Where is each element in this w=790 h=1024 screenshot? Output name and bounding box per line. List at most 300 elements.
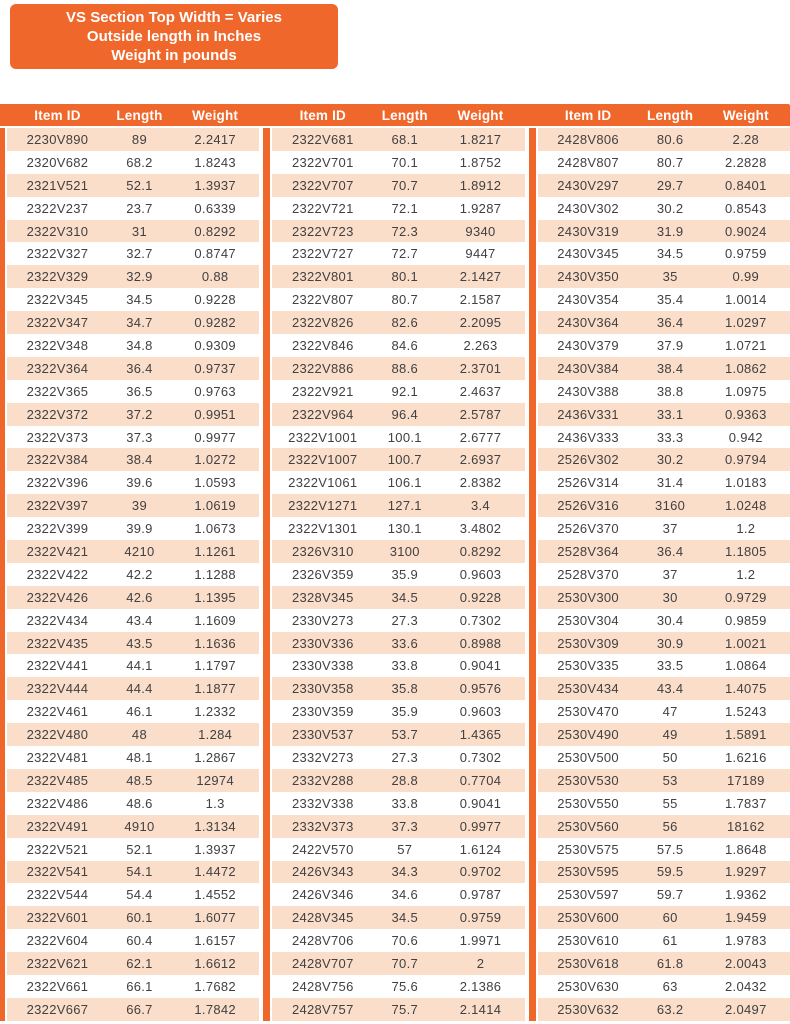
table-row xyxy=(7,815,259,838)
group-divider xyxy=(259,104,272,126)
item-id-cell: 2332V373 xyxy=(291,818,354,834)
item-id-cell: 2322V491 xyxy=(26,818,89,834)
item-id-cell: 2322V807 xyxy=(291,292,354,308)
length-cell: 30 xyxy=(662,589,678,605)
weight-cell: 0.942 xyxy=(728,429,763,445)
table-row xyxy=(538,769,790,792)
item-id-cell: 2322V481 xyxy=(26,749,89,765)
weight-cell: 2.8382 xyxy=(459,475,502,491)
weight-cell: 1.3937 xyxy=(194,177,236,193)
item-id-cell: 2322V721 xyxy=(291,200,354,216)
table-row xyxy=(7,311,259,334)
column-header-item-id: Item ID xyxy=(299,107,346,123)
table-row xyxy=(7,723,259,746)
weight-cell: 0.9759 xyxy=(459,910,502,926)
table-row xyxy=(7,265,259,288)
length-cell: 61 xyxy=(662,933,678,949)
item-id-cell: 2322V364 xyxy=(26,360,89,376)
table-row xyxy=(272,883,524,906)
weight-cell: 12974 xyxy=(196,772,234,788)
weight-cell: 9340 xyxy=(465,223,496,239)
item-id-cell: 2322V601 xyxy=(26,910,89,926)
table-row xyxy=(272,838,524,861)
item-id-cell: 2526V370 xyxy=(557,521,619,537)
length-cell: 42.2 xyxy=(126,566,153,582)
item-id-cell: 2326V359 xyxy=(291,566,354,582)
table-row xyxy=(7,151,259,174)
item-id-cell: 2426V346 xyxy=(291,887,354,903)
length-cell: 75.7 xyxy=(391,1001,419,1017)
length-cell: 33.5 xyxy=(656,658,684,674)
weight-cell: 2.0432 xyxy=(725,978,767,994)
item-id-cell: 2330V273 xyxy=(291,612,354,628)
group-divider xyxy=(525,104,538,126)
weight-cell: 1.2332 xyxy=(194,704,236,720)
length-cell: 35.4 xyxy=(656,292,684,308)
length-cell: 62.1 xyxy=(126,956,153,971)
table-row xyxy=(538,906,790,929)
group-divider xyxy=(525,128,538,1021)
table-row xyxy=(7,677,259,700)
weight-cell: 0.8747 xyxy=(194,246,236,262)
item-id-cell: 2428V806 xyxy=(557,131,619,147)
length-cell: 33.1 xyxy=(656,406,684,422)
length-cell: 46.1 xyxy=(126,704,153,720)
length-cell: 59.7 xyxy=(656,887,684,903)
table-row xyxy=(538,815,790,838)
banner-line-3: Weight in pounds xyxy=(111,47,237,64)
length-cell: 53 xyxy=(662,772,678,788)
table-row xyxy=(272,311,524,334)
weight-cell: 2.1386 xyxy=(459,978,502,994)
length-cell: 27.3 xyxy=(391,749,419,765)
table-row xyxy=(7,769,259,792)
item-id-cell: 2430V319 xyxy=(557,223,619,239)
left-edge-strip xyxy=(0,104,7,126)
table-row xyxy=(538,563,790,586)
table-row xyxy=(538,838,790,861)
length-cell: 37.3 xyxy=(391,818,419,834)
item-id-cell: 2330V359 xyxy=(291,704,354,720)
weight-cell: 1.5243 xyxy=(725,704,767,720)
weight-cell: 0.9759 xyxy=(725,246,767,262)
table-row xyxy=(538,128,790,151)
table-group-3 xyxy=(538,128,790,1021)
weight-cell: 1.1395 xyxy=(194,589,236,605)
item-id-cell: 2528V364 xyxy=(557,543,619,559)
length-cell: 61.8 xyxy=(656,956,684,971)
item-id-cell: 2530V630 xyxy=(557,978,619,994)
weight-cell: 0.9603 xyxy=(459,704,502,720)
weight-cell: 1.0593 xyxy=(194,475,236,491)
item-id-cell: 2322V396 xyxy=(26,475,89,491)
length-cell: 106.1 xyxy=(387,475,422,491)
length-cell: 89 xyxy=(131,131,147,147)
length-cell: 35 xyxy=(662,269,678,285)
table-row xyxy=(7,334,259,357)
weight-cell: 1.1609 xyxy=(194,612,236,628)
weight-cell: 0.9763 xyxy=(194,383,236,399)
weight-cell: 0.9041 xyxy=(459,795,502,811)
table-row xyxy=(7,380,259,403)
length-cell: 80.6 xyxy=(656,131,684,147)
table-row xyxy=(272,380,524,403)
length-cell: 31 xyxy=(131,223,147,239)
weight-cell: 1.8752 xyxy=(459,154,502,170)
table-row xyxy=(7,975,259,998)
length-cell: 36.5 xyxy=(126,383,153,399)
weight-cell: 1.4365 xyxy=(459,727,502,743)
length-cell: 4210 xyxy=(124,543,155,559)
weight-cell: 1.9287 xyxy=(459,200,502,216)
table-row xyxy=(7,128,259,151)
table-row xyxy=(7,288,259,311)
table-row xyxy=(272,998,524,1021)
length-cell: 36.4 xyxy=(656,315,684,331)
table-row xyxy=(538,288,790,311)
column-header-item-id: Item ID xyxy=(34,107,81,123)
item-id-cell: 2530V309 xyxy=(557,635,619,651)
item-id-cell: 2530V500 xyxy=(557,749,619,765)
table-row xyxy=(7,838,259,861)
weight-cell: 1.6612 xyxy=(194,956,236,971)
table-row xyxy=(7,563,259,586)
weight-cell: 0.8292 xyxy=(194,223,236,239)
item-id-cell: 2322V444 xyxy=(26,681,89,697)
table-row xyxy=(272,632,524,655)
item-id-cell: 2322V348 xyxy=(26,337,89,353)
table-row xyxy=(7,426,259,449)
length-cell: 68.1 xyxy=(391,131,419,147)
length-cell: 31.4 xyxy=(656,475,684,491)
table-row xyxy=(272,586,524,609)
weight-cell: 1.0272 xyxy=(194,452,236,468)
item-id-cell: 2530V595 xyxy=(557,864,619,880)
table-row xyxy=(272,906,524,929)
table-row xyxy=(538,861,790,884)
length-cell: 38.8 xyxy=(656,383,684,399)
item-id-cell: 2428V756 xyxy=(291,978,354,994)
item-id-cell: 2530V490 xyxy=(557,727,619,743)
item-id-cell: 2320V682 xyxy=(26,154,89,170)
item-id-cell: 2322V541 xyxy=(26,864,89,880)
table-row xyxy=(7,448,259,471)
item-id-cell: 2322V1007 xyxy=(288,452,358,468)
item-id-cell: 2332V273 xyxy=(291,749,354,765)
item-id-cell: 2322V921 xyxy=(291,383,354,399)
table-row xyxy=(272,609,524,632)
item-id-cell: 2530V618 xyxy=(557,956,619,971)
weight-cell: 1.3 xyxy=(205,795,225,811)
weight-cell: 0.9951 xyxy=(194,406,236,422)
table-row xyxy=(272,792,524,815)
weight-cell: 0.9228 xyxy=(194,292,236,308)
weight-cell: 1.4075 xyxy=(725,681,767,697)
length-cell: 28.8 xyxy=(391,772,419,788)
length-cell: 30.2 xyxy=(656,200,684,216)
item-id-cell: 2322V707 xyxy=(291,177,354,193)
weight-cell: 2.0043 xyxy=(725,956,767,971)
item-id-cell: 2530V304 xyxy=(557,612,619,628)
length-cell: 59.5 xyxy=(656,864,684,880)
length-cell: 29.7 xyxy=(656,177,684,193)
weight-cell: 3.4 xyxy=(470,498,490,514)
length-cell: 54.1 xyxy=(126,864,153,880)
weight-cell: 1.3134 xyxy=(194,818,236,834)
length-cell: 72.3 xyxy=(391,223,419,239)
length-cell: 57.5 xyxy=(656,841,684,857)
weight-cell: 1.4472 xyxy=(194,864,236,880)
weight-cell: 0.7302 xyxy=(459,749,502,765)
length-cell: 92.1 xyxy=(391,383,419,399)
item-id-cell: 2322V310 xyxy=(26,223,89,239)
table-row xyxy=(538,334,790,357)
item-id-cell: 2530V530 xyxy=(557,772,619,788)
table-row xyxy=(272,815,524,838)
length-cell: 34.8 xyxy=(126,337,153,353)
length-cell: 70.7 xyxy=(391,956,419,971)
table-row xyxy=(538,426,790,449)
length-cell: 80.1 xyxy=(391,269,419,285)
table-row xyxy=(538,952,790,975)
length-cell: 43.5 xyxy=(126,635,153,651)
item-id-cell: 2530V470 xyxy=(557,704,619,720)
length-cell: 80.7 xyxy=(656,154,684,170)
item-id-cell: 2322V329 xyxy=(26,269,89,285)
column-header-length: Length xyxy=(116,107,163,123)
weight-cell: 1.8648 xyxy=(725,841,767,857)
table-row xyxy=(538,609,790,632)
length-cell: 35.9 xyxy=(391,566,419,582)
table-row xyxy=(7,632,259,655)
table-row xyxy=(272,242,524,265)
length-cell: 37 xyxy=(662,521,678,537)
length-cell: 82.6 xyxy=(391,315,419,331)
item-id-cell: 2322V441 xyxy=(26,658,89,674)
weight-cell: 0.8401 xyxy=(725,177,767,193)
weight-cell: 3.4802 xyxy=(459,521,502,537)
table-row xyxy=(272,288,524,311)
item-id-cell: 2322V521 xyxy=(26,841,89,857)
item-id-cell: 2436V331 xyxy=(557,406,619,422)
length-cell: 44.1 xyxy=(126,658,153,674)
weight-cell: 1.7682 xyxy=(194,978,236,994)
table-row xyxy=(272,265,524,288)
weight-cell: 1.0862 xyxy=(725,360,767,376)
weight-cell: 1.6216 xyxy=(725,749,767,765)
table-row xyxy=(272,723,524,746)
weight-cell: 1.8243 xyxy=(194,154,236,170)
length-cell: 34.6 xyxy=(391,887,419,903)
weight-cell: 0.9787 xyxy=(459,887,502,903)
length-cell: 49 xyxy=(662,727,678,743)
item-id-cell: 2430V354 xyxy=(557,292,619,308)
weight-cell: 1.0014 xyxy=(725,292,767,308)
length-cell: 70.7 xyxy=(391,177,419,193)
length-cell: 34.5 xyxy=(126,292,153,308)
length-cell: 34.3 xyxy=(391,864,419,880)
length-cell: 42.6 xyxy=(126,589,153,605)
item-id-cell: 2322V327 xyxy=(26,246,89,262)
banner-line-1: VS Section Top Width = Varies xyxy=(66,9,282,26)
length-cell: 70.1 xyxy=(391,154,419,170)
table-row xyxy=(272,403,524,426)
length-cell: 33.3 xyxy=(656,429,684,445)
table-row xyxy=(7,952,259,975)
left-edge-strip xyxy=(0,128,7,1021)
banner-line-2: Outside length in Inches xyxy=(86,28,262,45)
table-row xyxy=(272,540,524,563)
weight-cell: 0.9309 xyxy=(194,337,236,353)
weight-cell: 0.9737 xyxy=(194,360,236,376)
table-row xyxy=(538,197,790,220)
length-cell: 31.9 xyxy=(656,223,684,239)
table-row xyxy=(272,975,524,998)
weight-cell: 1.1805 xyxy=(725,543,767,559)
weight-cell: 2.4637 xyxy=(459,383,502,399)
item-id-cell: 2530V560 xyxy=(557,818,619,834)
length-cell: 23.7 xyxy=(126,200,153,216)
weight-cell: 1.1288 xyxy=(194,566,236,582)
item-id-cell: 2422V570 xyxy=(291,841,354,857)
length-cell: 3100 xyxy=(389,543,420,559)
weight-cell: 0.9024 xyxy=(725,223,767,239)
weight-cell: 0.99 xyxy=(732,269,760,285)
table-row xyxy=(272,769,524,792)
length-cell: 34.5 xyxy=(656,246,684,262)
table-row xyxy=(538,174,790,197)
item-id-cell: 2322V237 xyxy=(26,200,89,216)
table-row xyxy=(7,357,259,380)
table-row xyxy=(538,311,790,334)
weight-cell: 0.9576 xyxy=(459,681,502,697)
weight-cell: 1.8912 xyxy=(459,177,502,193)
length-cell: 33.8 xyxy=(391,658,419,674)
column-header-weight: Weight xyxy=(457,107,504,123)
item-id-cell: 2530V575 xyxy=(557,841,619,857)
length-cell: 127.1 xyxy=(387,498,422,514)
table-row xyxy=(7,792,259,815)
weight-cell: 2.5787 xyxy=(459,406,502,422)
item-id-cell: 2426V343 xyxy=(291,864,354,880)
table-row xyxy=(7,494,259,517)
weight-cell: 2.1587 xyxy=(459,292,502,308)
length-cell: 48.1 xyxy=(126,749,153,765)
length-cell: 38.4 xyxy=(656,360,684,376)
item-id-cell: 2322V435 xyxy=(26,635,89,651)
table-row xyxy=(7,174,259,197)
length-cell: 68.2 xyxy=(126,154,153,170)
table-row xyxy=(538,700,790,723)
item-id-cell: 2430V388 xyxy=(557,383,619,399)
table-row xyxy=(272,563,524,586)
item-id-cell: 2332V288 xyxy=(291,772,354,788)
weight-cell: 1.6077 xyxy=(194,910,236,926)
table-row xyxy=(7,517,259,540)
length-cell: 52.1 xyxy=(126,177,153,193)
column-header-length: Length xyxy=(647,107,694,123)
item-id-cell: 2428V707 xyxy=(291,956,354,971)
weights-table xyxy=(0,104,790,1021)
item-id-cell: 2322V486 xyxy=(26,795,89,811)
item-id-cell: 2322V886 xyxy=(291,360,354,376)
table-row xyxy=(272,471,524,494)
item-id-cell: 2322V372 xyxy=(26,406,89,422)
table-row xyxy=(272,357,524,380)
table-row xyxy=(272,174,524,197)
length-cell: 55 xyxy=(662,795,678,811)
item-id-cell: 2322V621 xyxy=(26,956,89,971)
item-id-cell: 2322V485 xyxy=(26,772,89,788)
length-cell: 37.2 xyxy=(126,406,153,422)
table-row xyxy=(7,654,259,677)
weight-cell: 1.8217 xyxy=(459,131,502,147)
weight-cell: 1.4552 xyxy=(194,887,236,903)
length-cell: 63 xyxy=(662,978,678,994)
weight-cell: 1.0721 xyxy=(725,337,767,353)
table-row xyxy=(7,700,259,723)
item-id-cell: 2322V373 xyxy=(26,429,89,445)
item-id-cell: 2322V422 xyxy=(26,566,89,582)
item-id-cell: 2428V807 xyxy=(557,154,619,170)
weight-cell: 0.6339 xyxy=(194,200,236,216)
table-row xyxy=(7,471,259,494)
weight-cell: 2.3701 xyxy=(459,360,502,376)
length-cell: 60.1 xyxy=(126,910,153,926)
item-id-cell: 2322V365 xyxy=(26,383,89,399)
table-row xyxy=(538,929,790,952)
length-cell: 43.4 xyxy=(656,681,684,697)
item-id-cell: 2530V600 xyxy=(557,910,619,926)
table-row xyxy=(7,906,259,929)
length-cell: 43.4 xyxy=(126,612,153,628)
column-header-weight: Weight xyxy=(722,107,769,123)
length-cell: 84.6 xyxy=(391,337,419,353)
table-row xyxy=(538,265,790,288)
weight-cell: 1.9971 xyxy=(459,933,502,949)
item-id-cell: 2322V964 xyxy=(291,406,354,422)
item-id-cell: 2322V544 xyxy=(26,887,89,903)
length-cell: 34.5 xyxy=(391,910,419,926)
item-id-cell: 2322V461 xyxy=(26,704,89,720)
item-id-cell: 2526V314 xyxy=(557,475,619,491)
length-cell: 37 xyxy=(662,566,678,582)
weight-cell: 1.9297 xyxy=(725,864,767,880)
column-header-weight: Weight xyxy=(192,107,239,123)
table-row xyxy=(7,242,259,265)
table-row xyxy=(538,586,790,609)
length-cell: 32.9 xyxy=(126,269,153,285)
length-cell: 70.6 xyxy=(391,933,419,949)
weight-cell: 2.263 xyxy=(463,337,498,353)
table-row xyxy=(272,929,524,952)
weight-cell: 0.88 xyxy=(201,269,229,285)
table-row xyxy=(7,861,259,884)
weight-cell: 2.6937 xyxy=(459,452,502,468)
item-id-cell: 2530V550 xyxy=(557,795,619,811)
item-id-cell: 2322V661 xyxy=(26,978,89,994)
table-row xyxy=(538,151,790,174)
table-row xyxy=(538,632,790,655)
table-row xyxy=(538,746,790,769)
length-cell: 52.1 xyxy=(126,841,153,857)
weight-cell: 1.0183 xyxy=(725,475,767,491)
weight-cell: 0.8988 xyxy=(459,635,502,651)
length-cell: 96.4 xyxy=(391,406,419,422)
item-id-cell: 2322V1001 xyxy=(288,429,358,445)
weight-cell: 1.7837 xyxy=(725,795,767,811)
item-id-cell: 2430V384 xyxy=(557,360,619,376)
